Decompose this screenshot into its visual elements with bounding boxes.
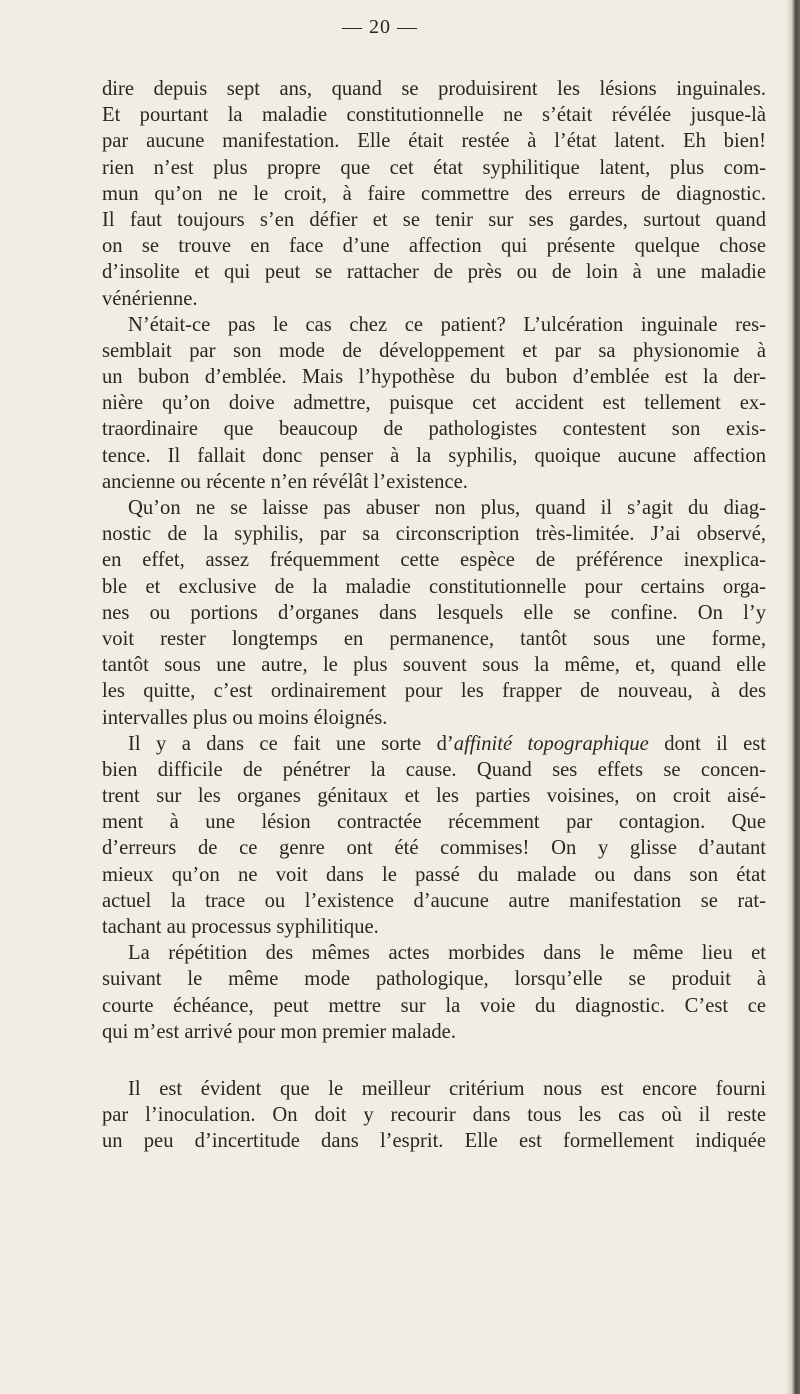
text-line: Qu’on ne se laisse pas abuser non plus, quand il s’agit du diag- — [128, 497, 766, 519]
text-line: par aucune manifestation. Elle était restée à l’état latent. Eh bien! — [102, 130, 766, 153]
text-line: un peu d’incertitude dans l’esprit. Elle est formellement indiquée — [102, 1130, 766, 1153]
text-line: ancienne ou récente n’en révélât l’existence. — [102, 470, 468, 493]
text-run: dont il est — [648, 732, 766, 755]
text-line: N’était-ce pas le cas chez ce patient? L’ulcération inguinale res- — [128, 313, 766, 336]
text-line: ble et exclusive de la maladie constitutionnelle pour certains orga- — [102, 575, 766, 598]
text-line: Il faut toujours s’en défier et se tenir sur ses gardes, surtout quand — [102, 208, 766, 231]
text-line: nes ou portions d’organes dans lesquels elle se confine. On l’y — [102, 601, 766, 624]
paragraph — [102, 1076, 766, 1155]
text-line: vénérienne. — [102, 287, 198, 310]
text-line: semblait par son mode de développement et par sa physionomie à — [102, 339, 766, 362]
text-line: on se trouve en face d’une affection qui présente quelque chose — [102, 235, 766, 258]
text-run: Il y a dans ce fait une sorte d’ — [128, 732, 454, 755]
paragraph — [102, 731, 766, 941]
text-line — [102, 731, 766, 757]
text-line: en effet, assez fréquemment cette espèce de préférence inexplica- — [102, 549, 766, 572]
text-line: par l’inoculation. On doit y recourir dans tous les cas où il reste — [102, 1104, 766, 1127]
text-line: La répétition des mêmes actes morbides dans le même lieu et — [128, 942, 766, 965]
text-line: nière qu’on doive admettre, puisque cet accident est tellement ex- — [102, 392, 766, 415]
text-line: actuel la trace ou l’existence d’aucune autre manifestation se rat- — [102, 889, 766, 912]
text-line: tachant au processus syphilitique. — [102, 916, 379, 938]
text-line: qui m’est arrivé pour mon premier malade. — [102, 1020, 456, 1043]
page-binding-edge — [786, 0, 800, 1394]
text-line: les quitte, c’est ordinairement pour les frapper de nouveau, à des — [102, 680, 766, 703]
body-text — [102, 76, 766, 1155]
page-number: — 20 — — [342, 16, 418, 38]
text-line: nostic de la syphilis, par sa circonscription très-limitée. J’ai observé, — [102, 523, 766, 546]
text-line: Et pourtant la maladie constitutionnelle ne s’était révélée jusque-là — [102, 104, 766, 127]
paragraph — [102, 495, 766, 731]
paragraph-gap — [102, 1045, 766, 1076]
text-line: ment à une lésion contractée récemment par contagion. Que — [102, 811, 766, 834]
paragraph — [102, 940, 766, 1045]
text-line: dire depuis sept ans, quand se produisirent les lésions inguinales. — [102, 78, 766, 100]
text-line: traordinaire que beaucoup de pathologistes contestent son exis- — [102, 418, 766, 441]
text-line: trent sur les organes génitaux et les parties voisines, on croit aisé- — [102, 785, 766, 808]
text-line: tence. Il fallait donc penser à la syphilis, quoique aucune affection — [102, 444, 766, 467]
text-line: suivant le même mode pathologique, lorsqu’elle se produit à — [102, 968, 766, 991]
text-line: courte échéance, peut mettre sur la voie du diagnostic. C’est ce — [102, 994, 766, 1017]
text-line: Il est évident que le meilleur critérium nous est encore fourni — [128, 1077, 766, 1100]
text-line: d’erreurs de ce genre ont été commises! On y glisse d’autant — [102, 837, 766, 860]
paragraph — [102, 312, 766, 495]
text-line: bien difficile de pénétrer la cause. Quand ses effets se concen- — [102, 758, 766, 781]
text-line: voit rester longtemps en permanence, tantôt sous une forme, — [102, 627, 766, 650]
text-line: intervalles plus ou moins éloignés. — [102, 706, 388, 729]
text-line: mieux qu’on ne voit dans le passé du malade ou dans son état — [102, 863, 766, 886]
italic-phrase: affinité topographique — [453, 732, 649, 755]
text-line: d’insolite et qui peut se rattacher de près ou de loin à une maladie — [102, 261, 766, 284]
text-line: mun qu’on ne le croit, à faire commettre des erreurs de diagnostic. — [102, 182, 766, 205]
paragraph — [102, 76, 766, 312]
text-line: tantôt sous une autre, le plus souvent sous la même, et, quand elle — [102, 654, 766, 677]
text-line: rien n’est plus propre que cet état syphilitique latent, plus com- — [102, 156, 766, 179]
text-line: un bubon d’emblée. Mais l’hypothèse du bubon d’emblée est la der- — [102, 366, 766, 389]
